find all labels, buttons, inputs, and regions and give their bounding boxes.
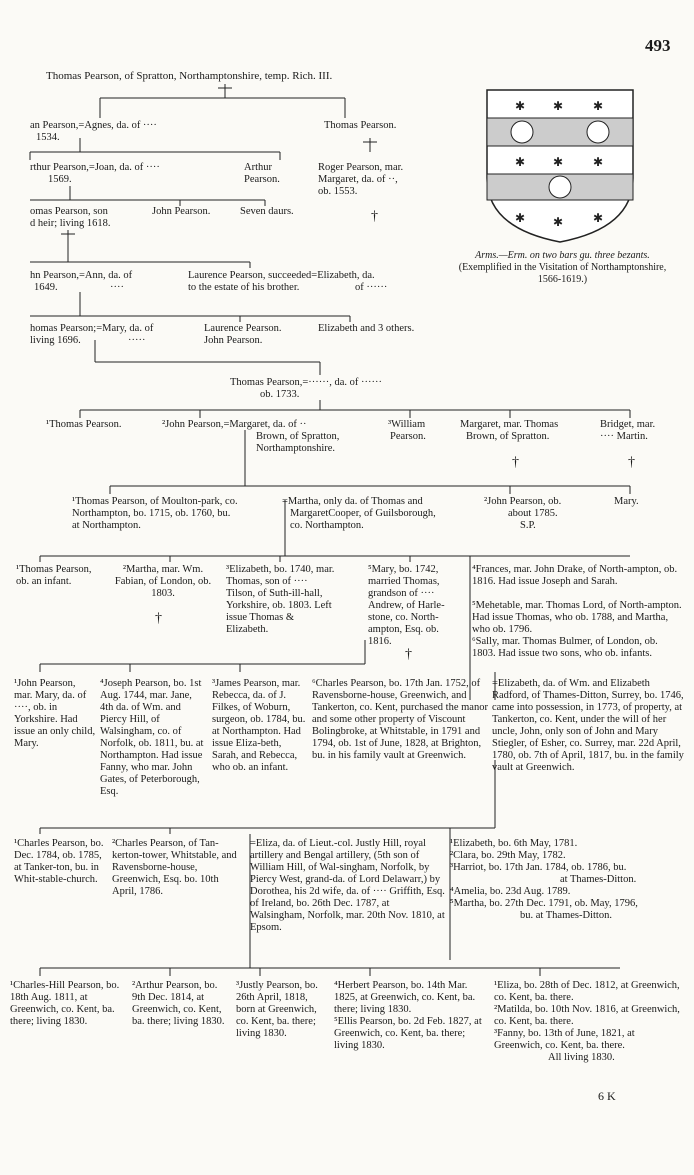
gen4-a: omas Pearson, son xyxy=(30,206,108,217)
signature-mark: 6 K xyxy=(598,1089,616,1103)
gen9-a3: at Northampton. xyxy=(72,520,141,531)
gen12-d5: ⁵Martha, bo. 27th Dec. 1791, ob. May, 1796, xyxy=(450,898,638,909)
gen9-b: =Martha, only da. of Thomas and xyxy=(282,496,423,507)
arms-caption-line2: (Exemplified in the Visitation of Northamptonshire, xyxy=(458,262,667,273)
gen13-b: ²Arthur Pearson, bo. 9th Dec. 1814, at Greenwich, co. Kent, ba. there; living 1830. xyxy=(132,980,225,1027)
svg-text:✱: ✱ xyxy=(515,155,526,169)
svg-text:✱: ✱ xyxy=(593,155,604,169)
gen7-a: Thomas Pearson,=······, da. of ······ xyxy=(230,377,382,388)
gen8-d2: Brown, of Spratton. xyxy=(466,431,550,442)
gen9-c2: about 1785. xyxy=(508,508,558,519)
gen3-c: Roger Pearson, mar. xyxy=(318,162,404,173)
gen12-a: ¹Charles Pearson, bo. Dec. 1784, ob. 1785, at Tanker-ton, bu. in Whit-stable-church. xyxy=(14,838,104,885)
gen8-e2: ···· Martin. xyxy=(600,431,648,442)
gen5-b2: to the estate of his brother. xyxy=(188,282,300,293)
gen4-a2: d heir; living 1618. xyxy=(30,218,111,229)
gen11-c: ³James Pearson, mar. Rebecca, da. of J. Filkes, of Woburn, surgeon, ob. 1784, bu. at Northampton. Had issue Eliza-beth, Sarah, and Rebecca, who ob. an infant. xyxy=(212,678,306,773)
gen2-a2: 1534. xyxy=(36,132,60,143)
cross-icon: † xyxy=(628,455,635,470)
gen8-b2: Brown, of Spratton, xyxy=(256,431,340,442)
arms-caption xyxy=(435,250,690,286)
arms-caption-line1: Arms.—Erm. on two bars gu. three bezants. xyxy=(475,250,650,261)
gen13-c: ³Justly Pearson, bo. 26th April, 1818, born at Greenwich, co. Kent, ba. there; living 1830. xyxy=(236,980,318,1039)
gen1-head: Thomas Pearson, of Spratton, Northamptonshire, temp. Rich. III. xyxy=(46,70,333,82)
gen8-a: ¹Thomas Pearson. xyxy=(46,419,122,430)
gen9-a: ¹Thomas Pearson, of Moulton-park, co. xyxy=(72,496,238,507)
gen13-d2: ⁵Ellis Pearson, bo. 2d Feb. 1827, at Greenwich, co. Kent, ba. there; living 1830. xyxy=(334,1016,482,1051)
gen8-b3: Northamptonshire. xyxy=(256,443,336,454)
gen13-e3: ³Fanny, bo. 13th of June, 1821, at Greenwich, co. Kent, ba. there. xyxy=(494,1028,635,1051)
gen12-d4: ⁴Amelia, bo. 23d Aug. 1789. xyxy=(450,886,571,897)
gen7-a2: ob. 1733. xyxy=(260,389,300,400)
gen8-c2: Pearson. xyxy=(390,431,426,442)
gen13-e: ¹Eliza, bo. 28th of Dec. 1812, at Greenwich, co. Kent, ba. there. xyxy=(494,980,680,1003)
gen9-c3: S.P. xyxy=(520,520,536,531)
gen2-b: Thomas Pearson. xyxy=(324,120,397,131)
gen6-a2: living 1696. xyxy=(30,335,81,346)
gen13-e4: All living 1830. xyxy=(548,1052,615,1063)
gen12-d2: ²Clara, bo. 29th May, 1782. xyxy=(450,850,566,861)
gen5-b: Laurence Pearson, succeeded=Elizabeth, da. xyxy=(188,270,375,281)
gen10-d: ⁵Mary, bo. 1742, married Thomas, grandson of ···· Andrew, of Harle-stone, co. North-ampton, Esq. ob. 1816. xyxy=(368,564,445,647)
cross-icon: † xyxy=(512,455,519,470)
gen3-b2: Pearson. xyxy=(244,174,280,185)
gen2-a: an Pearson,=Agnes, da. of ···· xyxy=(30,120,157,131)
gen10-f: ⁵Mehetable, mar. Thomas Lord, of North-ampton. Had issue Thomas, who ob. 1788, and Martha, who ob. 1796. xyxy=(472,600,682,635)
gen10-g: ⁶Sally, mar. Thomas Bulmer, of London, ob. 1803. Had issue two sons, who ob. infants. xyxy=(472,636,658,659)
gen4-c: Seven daurs. xyxy=(240,206,294,217)
gen3-c2: Margaret, da. of ··, xyxy=(318,174,398,185)
gen9-a2: Northampton, bo. 1715, ob. 1760, bu. xyxy=(72,508,231,519)
gen10-e: ⁴Frances, mar. John Drake, of North-ampton, ob. 1816. Had issue Joseph and Sarah. xyxy=(472,564,678,587)
gen12-d1: ¹Elizabeth, bo. 6th May, 1781. xyxy=(450,838,578,849)
gen11-d: ⁶Charles Pearson, bo. 17th Jan. 1752, of Ravensborne-house, Greenwich, and Tankerton, co. Kent, purchased the manor and some other property of Viscount Bolingbroke, at Whitstable, in 1791 and 1794, ob. 1st of June, 1828, at Brighton, bu. in his family vault at Greenwich. xyxy=(312,678,488,761)
gen8-c: ³William xyxy=(388,419,426,430)
svg-text:✱: ✱ xyxy=(593,211,604,225)
gen3-a2: 1569. xyxy=(48,174,72,185)
gen11-b: ⁴Joseph Pearson, bo. 1st Aug. 1744, mar. Jane, 4th da. of Wm. and Piercy Hill, of Walsingham, co. of Norfolk, ob. 1811, bu. at Northampton. Had issue Fanny, who mar. John Gates, of Peterborough, Esq. xyxy=(100,678,204,797)
gen8-d: Margaret, mar. Thomas xyxy=(460,419,559,430)
gen5-b3: of ······ xyxy=(355,282,388,293)
gen12-d5b: bu. at Thames-Ditton. xyxy=(520,910,612,921)
gen3-b: Arthur xyxy=(244,162,272,173)
gen11-e: =Elizabeth, da. of Wm. and Elizabeth Radford, of Thames-Ditton, Surrey, bo. 1746, came into possession, in 1773, of property, at Tankerton, co. Kent, under the will of her uncle, John, only son of John and Mary Stiegler, of Esher, co. Surrey, mar. 22d April, 1780, ob. 7th of April, 1817, bu. in the family vault at Greenwich. xyxy=(492,678,684,773)
gen5-a3: ···· xyxy=(110,282,124,293)
gen6-b2: John Pearson. xyxy=(204,335,263,346)
cross-icon: † xyxy=(405,647,412,662)
gen4-b: John Pearson. xyxy=(152,206,211,217)
gen9-b2: MargaretCooper, of Guilsborough, xyxy=(290,508,436,519)
gen3-c3: ob. 1553. xyxy=(318,186,358,197)
gen11-a: ¹John Pearson, mar. Mary, da. of ····, ob. in Yorkshire. Had issue an only child, Mary. xyxy=(14,678,96,749)
gen6-c: Elizabeth and 3 others. xyxy=(318,323,415,334)
cross-icon: † xyxy=(155,611,162,626)
gen12-c: =Eliza, da. of Lieut.-col. Justly Hill, royal artillery and Bengal artillery, (5th son of William Hill, of Wal-singham, Norfolk, by Piercy West, grand-da. of Lord Delawarr,) by Dorothea, his 2d wife, da. of ···· Griffith, Esq. of Ireland, bo. 26th Dec. 1787, at Walsingham, Norfolk, mar. 20th Nov. 1810, at Epsom. xyxy=(250,838,445,933)
gen5-a2: 1649. xyxy=(34,282,58,293)
svg-text:✱: ✱ xyxy=(553,215,564,229)
gen8-b: ²John Pearson,=Margaret, da. of ·· xyxy=(162,419,307,430)
svg-text:✱: ✱ xyxy=(515,211,526,225)
page-number: 493 xyxy=(645,36,671,55)
gen9-d: Mary. xyxy=(614,496,639,507)
gen8-e: Bridget, mar. xyxy=(600,419,656,430)
gen12-b: ²Charles Pearson, of Tan-kerton-tower, Whitstable, and Ravensborne-house, Greenwich, Esq. bo. 10th April, 1786. xyxy=(112,838,237,897)
gen10-b: ²Martha, mar. Wm. Fabian, of London, ob. 1803. xyxy=(114,564,212,599)
gen5-a: hn Pearson,=Ann, da. of xyxy=(30,270,133,281)
svg-text:✱: ✱ xyxy=(515,99,526,113)
gen6-a3: ····· xyxy=(128,335,146,346)
gen13-a: ¹Charles-Hill Pearson, bo. 18th Aug. 1811, at Greenwich, co. Kent, ba. there; living 1830. xyxy=(10,980,120,1027)
svg-text:✱: ✱ xyxy=(553,99,564,113)
gen12-d3b: at Thames-Ditton. xyxy=(560,874,637,885)
gen10-a: ¹Thomas Pearson, ob. an infant. xyxy=(16,564,92,587)
cross-icon: † xyxy=(371,209,378,224)
gen3-a: rthur Pearson,=Joan, da. of ···· xyxy=(30,162,160,173)
gen9-b3: co. Northampton. xyxy=(290,520,364,531)
gen10-c: ³Elizabeth, bo. 1740, mar. Thomas, son of ···· Tilson, of Suth-ill-hall, Yorkshire, ob. 1803. Left issue Thomas & Elizabeth. xyxy=(226,564,335,635)
coat-of-arms-icon xyxy=(485,88,635,244)
gen13-d: ⁴Herbert Pearson, bo. 14th Mar. 1825, at Greenwich, co. Kent, ba. there; living 1830. xyxy=(334,980,476,1015)
gen13-e2: ²Matilda, bo. 10th Nov. 1816, at Greenwich, co. Kent, ba. there. xyxy=(494,1004,680,1027)
gen6-a: homas Pearson;=Mary, da. of xyxy=(30,323,154,334)
arms-caption-line3: 1566-1619.) xyxy=(537,274,588,285)
svg-text:✱: ✱ xyxy=(593,99,604,113)
gen6-b: Laurence Pearson. xyxy=(204,323,282,334)
gen12-d3: ³Harriot, bo. 17th Jan. 1784, ob. 1786, bu. xyxy=(450,862,627,873)
svg-text:✱: ✱ xyxy=(553,155,564,169)
gen9-c: ²John Pearson, ob. xyxy=(484,496,562,507)
